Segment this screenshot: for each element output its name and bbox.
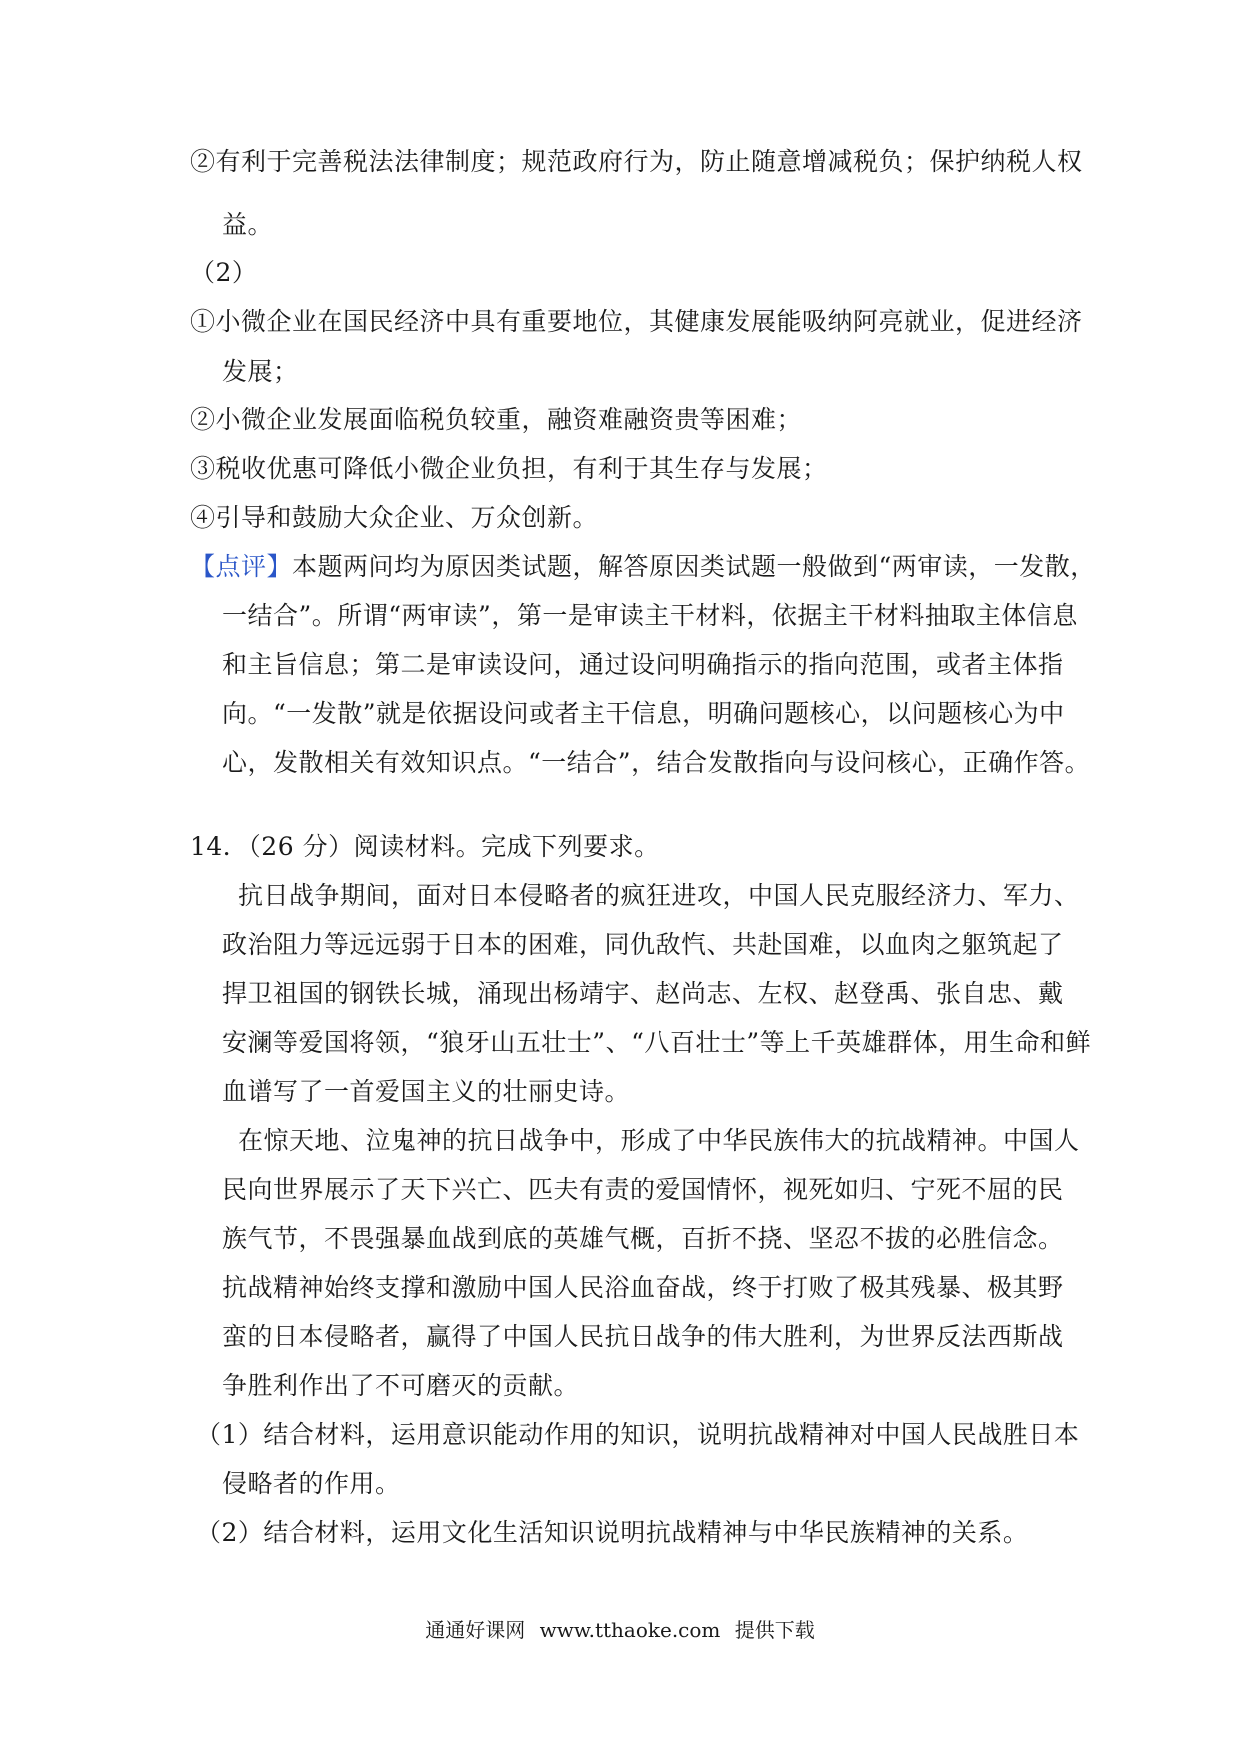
comment-line5: 心，发散相关有效知识点。“一结合”，结合发散指向与设问核心，正确作答。 <box>222 748 1091 777</box>
q14-para1-line2: 政治阻力等远远弱于日本的困难，同仇敌忾、共赴国难，以血肉之躯筑起了 <box>222 930 1064 959</box>
part2-item3: ③税收优惠可降低小微企业负担，有利于其生存与发展； <box>190 454 828 483</box>
part2-item1-line1: ①小微企业在国民经济中具有重要地位，其健康发展能吸纳阿亮就业，促进经济 <box>190 307 1083 336</box>
comment-line3: 和主旨信息；第二是审读设问，通过设问明确指示的指向范围，或者主体指 <box>222 650 1064 679</box>
q14-sub2: （2）结合材料，运用文化生活知识说明抗战精神与中华民族精神的关系。 <box>196 1518 1029 1547</box>
part2-item2: ②小微企业发展面临税负较重，融资难融资贵等困难； <box>190 405 803 434</box>
q14-para2-line3: 族气节，不畏强暴血战到底的英雄气概，百折不挠、坚忍不拔的必胜信念。 <box>222 1224 1064 1253</box>
comment-line1 <box>190 550 1096 584</box>
comment-line4: 向。“一发散”就是依据设问或者主干信息，明确问题核心，以问题核心为中 <box>222 699 1065 728</box>
q14-para2-line1: 在惊天地、泣鬼神的抗日战争中，形成了中华民族伟大的抗战精神。中国人 <box>238 1126 1080 1155</box>
comment-text-line1: 本题两问均为原因类试题，解答原因类试题一般做到“两审读，一发散， <box>292 552 1096 581</box>
q14-para2-line2: 民向世界展示了天下兴亡、匹夫有责的爱国情怀，视死如归、宁死不屈的民 <box>222 1175 1064 1204</box>
answer-item-2-line2: 益。 <box>222 210 274 239</box>
footer-site-name: 通通好课网 <box>425 1618 526 1642</box>
q14-para1-line1: 抗日战争期间，面对日本侵略者的疯狂进攻，中国人民克服经济力、军力、 <box>238 881 1080 910</box>
q14-para1-line3: 捍卫祖国的钢铁长城，涌现出杨靖宇、赵尚志、左权、赵登禹、张自忠、戴 <box>222 979 1064 1008</box>
part2-item1-line2: 发展； <box>222 357 299 386</box>
part2-item4: ④引导和鼓励大众企业、万众创新。 <box>190 503 599 532</box>
comment-tag: 【点评】 <box>190 552 293 581</box>
page-footer <box>0 1616 1240 1644</box>
q14-para1-line5: 血谱写了一首爱国主义的壮丽史诗。 <box>222 1077 631 1106</box>
q14-para1-line4: 安澜等爱国将领，“狼牙山五壮士”、“八百壮士”等上千英雄群体，用生命和鲜 <box>222 1028 1092 1057</box>
q14-sub1-line2: 侵略者的作用。 <box>222 1469 401 1498</box>
footer-url[interactable]: www.tthaoke.com <box>539 1618 721 1642</box>
q14-sub1-line1: （1）结合材料，运用意识能动作用的知识，说明抗战精神对中国人民战胜日本 <box>196 1420 1080 1449</box>
q14-para2-line6: 争胜利作出了不可磨灭的贡献。 <box>222 1371 580 1400</box>
question14-header: 14．（26 分）阅读材料。完成下列要求。 <box>190 832 660 861</box>
footer-suffix: 提供下载 <box>734 1618 815 1642</box>
part2-label: （2） <box>190 258 258 287</box>
answer-item-2-line1: ②有利于完善税法法律制度；规范政府行为，防止随意增减税负；保护纳税人权 <box>190 147 1083 176</box>
q14-para2-line5: 蛮的日本侵略者，赢得了中国人民抗日战争的伟大胜利，为世界反法西斯战 <box>222 1322 1064 1351</box>
q14-para2-line4: 抗战精神始终支撑和激励中国人民浴血奋战，终于打败了极其残暴、极其野 <box>222 1273 1064 1302</box>
comment-line2: 一结合”。所谓“两审读”，第一是审读主干材料，依据主干材料抽取主体信息 <box>222 601 1078 630</box>
